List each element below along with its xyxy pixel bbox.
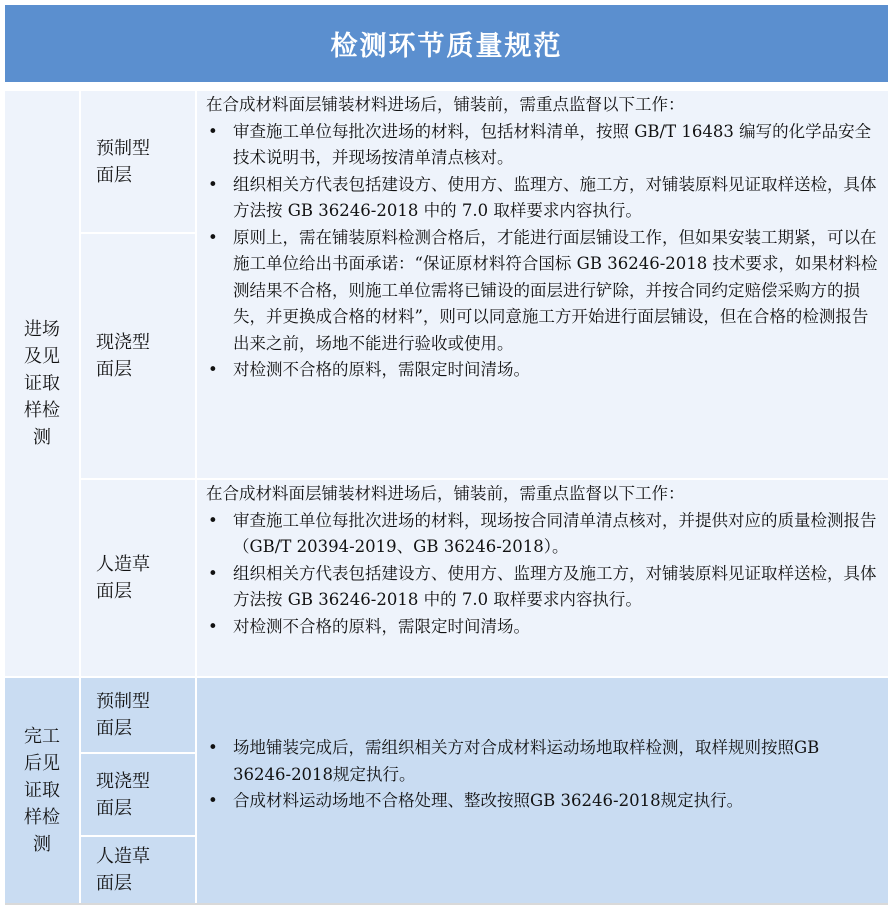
bullet-item: • 对检测不合格的原料，需限定时间清场。 bbox=[206, 357, 878, 384]
bullet-item: • 原则上，需在铺装原料检测合格后，才能进行面层铺设工作，但如果安装工期紧，可以在施工单位给出书面承诺：“保证原材料符合国标 GB 36246-2018 技术要求，如果材料检测结果不合格，则施工单位需将已铺设的面层进行铲除，并按合同约定赔偿采购方的损失，并更换成合格的材料”，则可以同意施工方开始进行面层铺设，但在合格的检测报告出来之前，场地不能进行验收或使用。 bbox=[206, 225, 878, 358]
bullet-item: • 合成材料运动场地不合格处理、整改按照GB 36246-2018规定执行。 bbox=[206, 788, 878, 815]
content-bullet-list bbox=[206, 119, 878, 384]
table-title: 检测环节质量规范 bbox=[5, 5, 888, 82]
content-intro: 在合成材料面层铺装材料进场后，铺装前，需重点监督以下工作： bbox=[206, 484, 685, 503]
bullet-item: • 审查施工单位每批次进场的材料，现场按合同清单清点核对，并提供对应的质量检测报告（GB/T 20394-2019、GB 36246-2018）。 bbox=[206, 508, 878, 561]
section-label-completion-text: 完工后见证取样检测 bbox=[24, 726, 60, 855]
bullet-item: • 组织相关方代表包括建设方、使用方、监理方、施工方，对铺装原料见证取样送检，具体方法按 GB 36246-2018 中的 7.0 取样要求内容执行。 bbox=[206, 172, 878, 225]
bullet-item: • 组织相关方代表包括建设方、使用方、监理方及施工方，对铺装原料见证取样送检，具体方法按 GB 36246-2018 中的 7.0 取样要求内容执行。 bbox=[206, 561, 878, 614]
content-block-turf bbox=[197, 480, 888, 676]
section-label-entry-text: 进场及见证取样检测 bbox=[24, 319, 60, 448]
sub-label-cast-in-place-2: 现浇型面层 bbox=[81, 754, 195, 835]
content-bullet-list bbox=[206, 735, 878, 815]
bottom-divider bbox=[5, 903, 888, 905]
content-block-synthetic bbox=[197, 91, 888, 478]
bullet-item: • 场地铺装完成后，需组织相关方对合成材料运动场地取样检测，取样规则按照GB 36246-2018规定执行。 bbox=[206, 735, 878, 788]
content-bullet-list bbox=[206, 508, 878, 641]
sub-label-precast-1: 预制型面层 bbox=[81, 91, 195, 232]
sub-label-artificial-turf-2: 人造草面层 bbox=[81, 837, 195, 903]
sub-label-cast-in-place-1: 现浇型面层 bbox=[81, 234, 195, 478]
content-block-completion bbox=[197, 678, 888, 903]
content-intro: 在合成材料面层铺装材料进场后，铺装前，需重点监督以下工作： bbox=[206, 95, 685, 114]
sub-label-artificial-turf-1: 人造草面层 bbox=[81, 480, 195, 676]
sub-label-precast-2: 预制型面层 bbox=[81, 678, 195, 752]
section-label-completion bbox=[5, 678, 79, 903]
quality-spec-table bbox=[5, 5, 888, 905]
section-label-entry bbox=[5, 91, 79, 676]
bullet-item: • 审查施工单位每批次进场的材料，包括材料清单，按照 GB/T 16483 编写的化学品安全技术说明书，并现场按清单清点核对。 bbox=[206, 119, 878, 172]
bullet-item: • 对检测不合格的原料，需限定时间清场。 bbox=[206, 614, 878, 641]
